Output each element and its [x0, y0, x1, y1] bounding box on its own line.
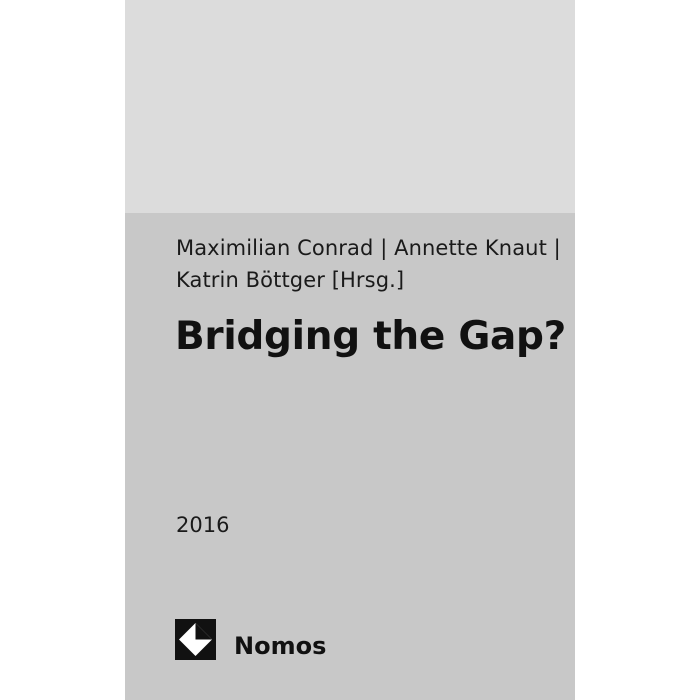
- authors-line-2: Katrin Böttger [Hrsg.]: [176, 268, 405, 292]
- authors-line-1: Maximilian Conrad | Annette Knaut |: [176, 236, 561, 260]
- book-title: Bridging the Gap?: [175, 314, 566, 359]
- nomos-logo-icon: [175, 619, 216, 660]
- authors-block: [176, 232, 566, 296]
- publication-year: 2016: [176, 513, 230, 537]
- cover-top-band: [125, 0, 575, 213]
- publisher-name: Nomos: [234, 632, 327, 660]
- book-cover: [125, 0, 575, 700]
